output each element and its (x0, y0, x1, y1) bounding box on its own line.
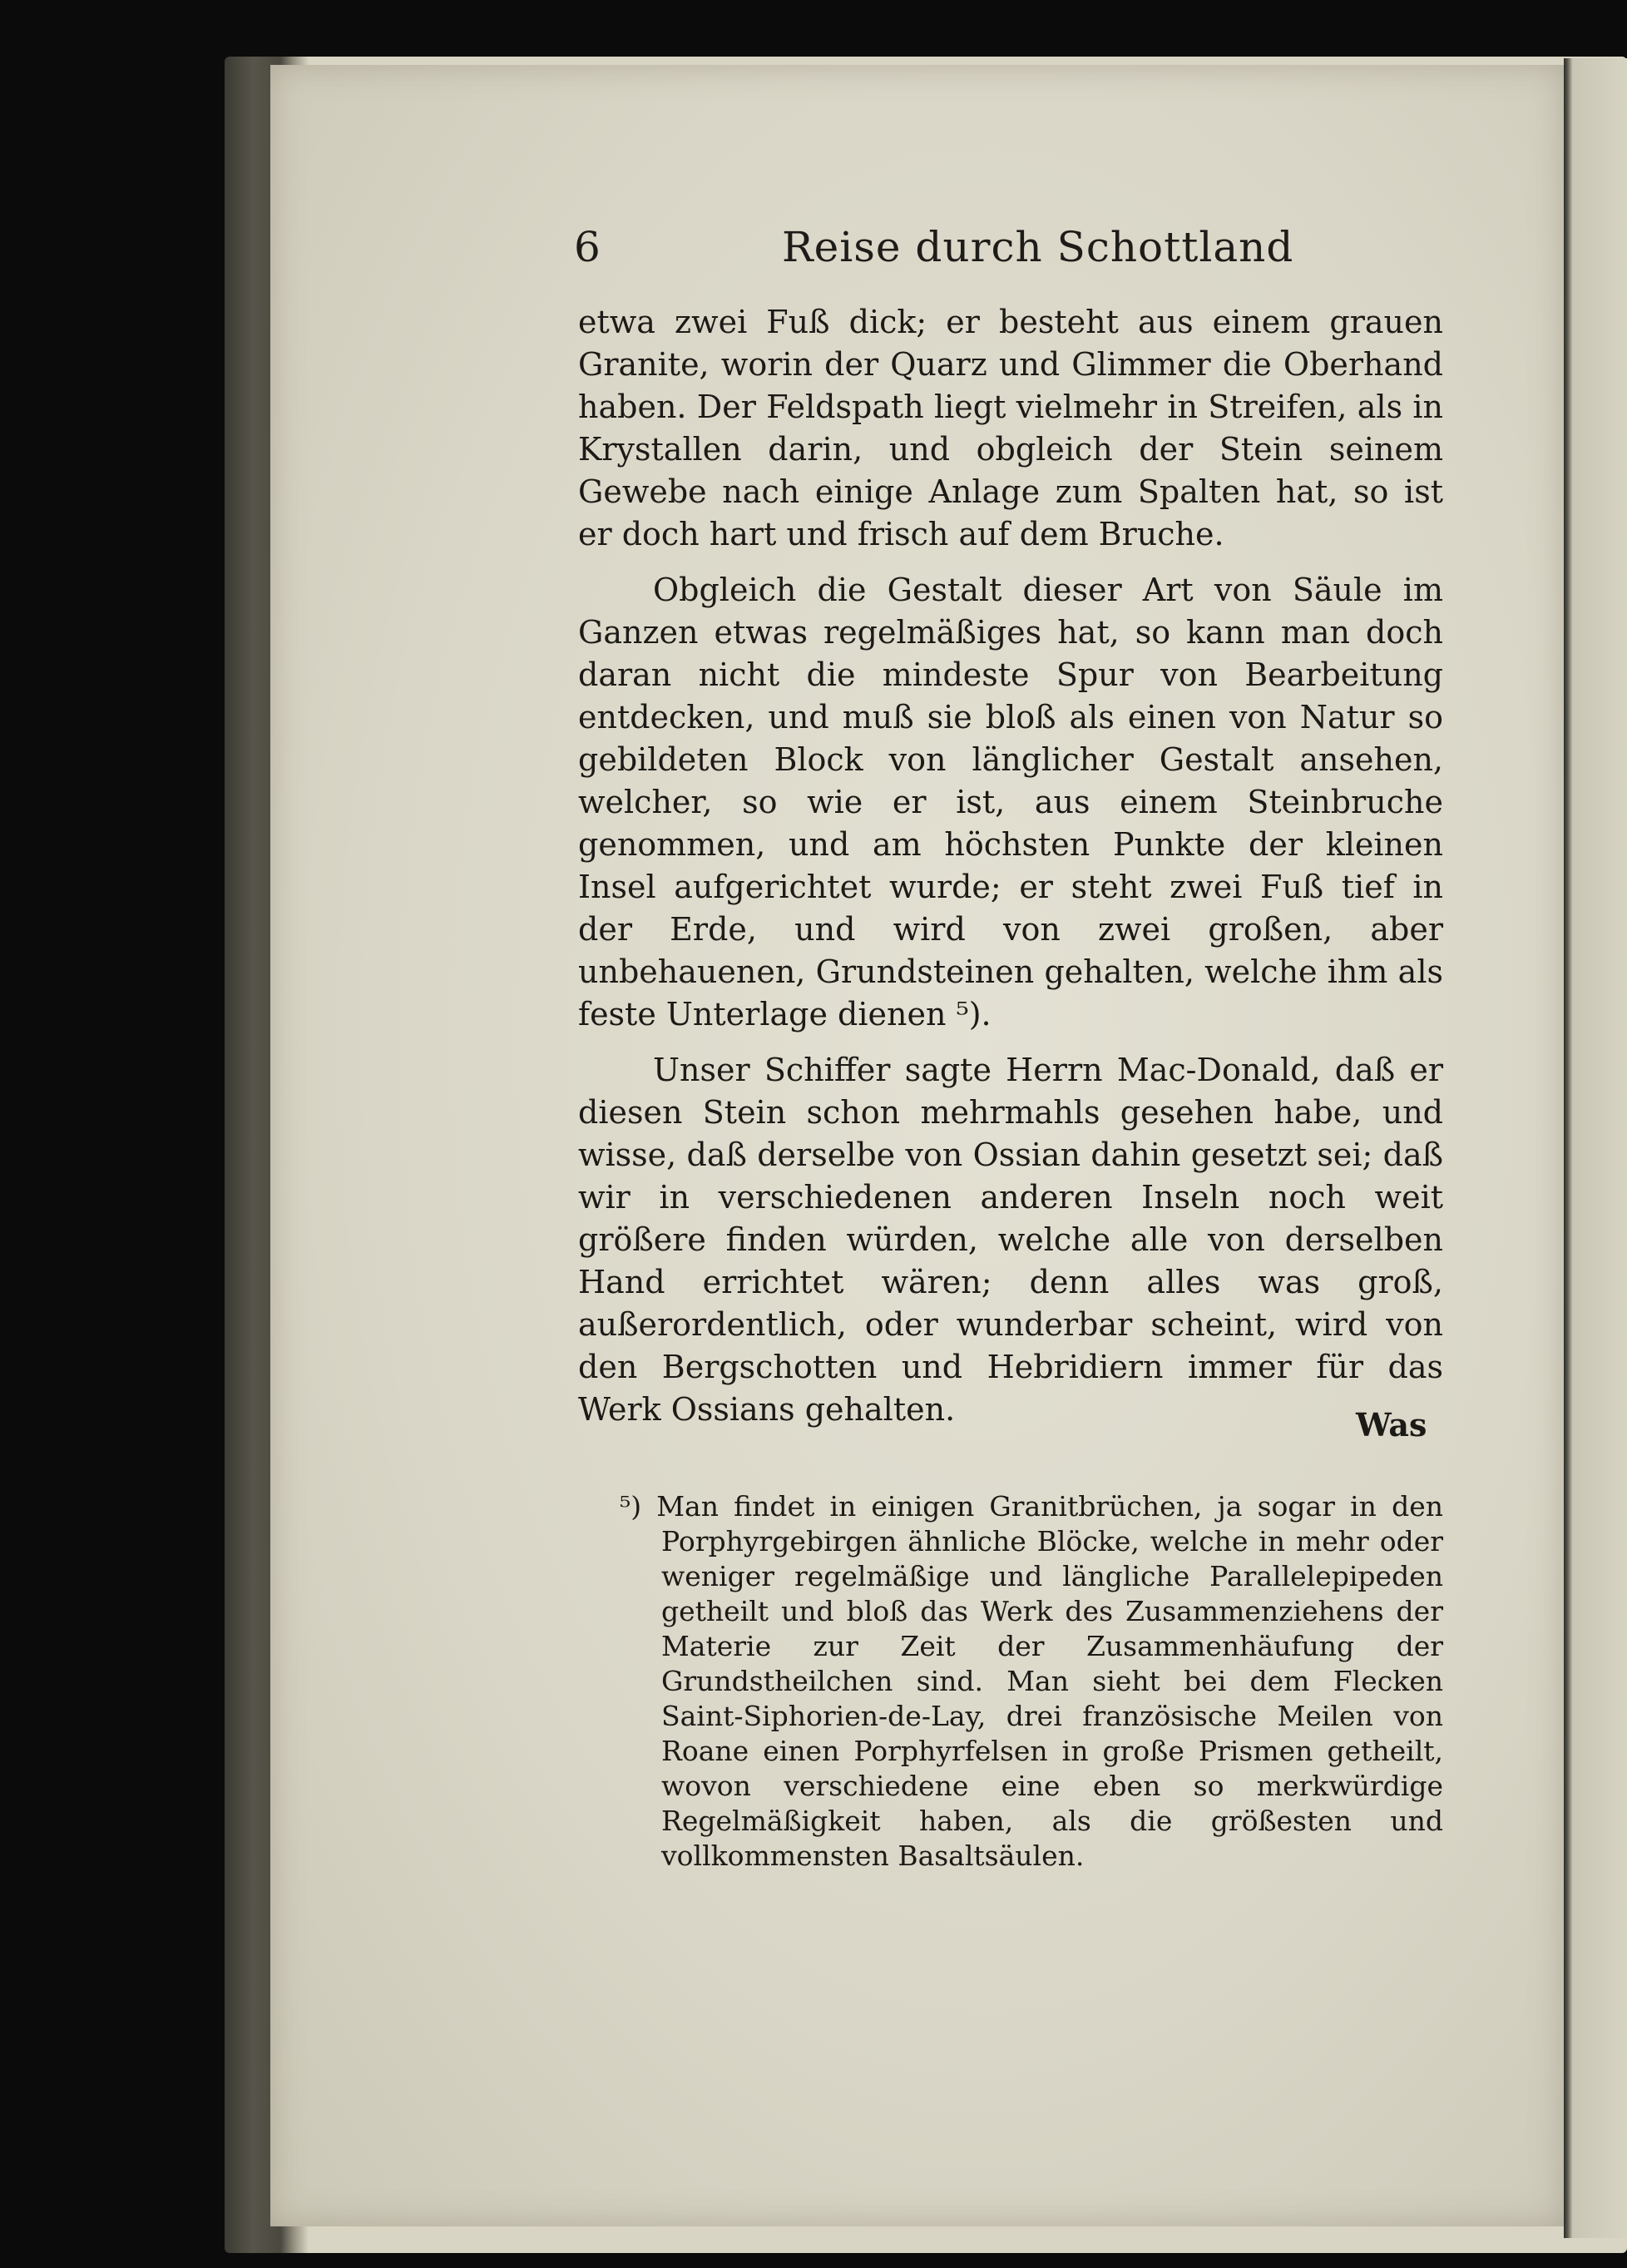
paragraph: Unser Schiffer sagte Herrn Mac-Donald, daß er diesen Stein schon mehrmahls gesehen habe, und wisse, daß derselbe von Ossian dahin gesetzt sei; daß wir in verschiedenen anderen Inseln noch weit größere finden würden, welche alle von derselben Hand errichtet wären; denn alles was groß, außerordentlich, oder wunderbar scheint, wird von den Bergschotten und Hebridiern immer für das Werk Ossians gehalten. (578, 1052, 1443, 1428)
footnote: ⁵) Man findet in einigen Granitbrüchen, ja sogar in den Porphyrgebirgen ähnliche Blöcke, welche in mehr oder weniger regelmäßige und längliche Parallelepipeden getheilt und bloß das Werk des Zusammenziehens der Materie zur Zeit der Zusammenhäufung der Grundstheilchen sind. Man sieht bei dem Flecken Saint-Siphorien-de-Lay, drei französische Meilen von Roane einen Porphyrfelsen in große Prismen getheilt, wovon verschiedene eine eben so merkwürdige Regelmäßigkeit haben, als die größesten und vollkommensten Basaltsäulen. (620, 1490, 1443, 1872)
running-title: Reise durch Schottland (782, 223, 1294, 271)
facing-page-edge (1564, 58, 1627, 2238)
catchword: Was (1356, 1406, 1427, 1443)
page-number: 6 (574, 223, 601, 271)
main-text (578, 301, 1443, 1431)
paragraph: etwa zwei Fuß dick; er besteht aus einem grauen Granite, worin der Quarz und Glimmer die Oberhand haben. Der Feldspath liegt vielmehr in Streifen, als in Krystallen darin, und obgleich der Stein seinem Gewebe nach einige Anlage zum Spalten hat, so ist er doch hart und frisch auf dem Bruche. (578, 304, 1443, 552)
running-head (574, 223, 1456, 281)
paragraph: Obgleich die Gestalt dieser Art von Säule im Ganzen etwas regelmäßiges hat, so kann man doch daran nicht die mindeste Spur von Bearbeitung entdecken, und muß sie bloß als einen von Natur so gebildeten Block von länglicher Gestalt ansehen, welcher, so wie er ist, aus einem Steinbruche genommen, und am höchsten Punkte der kleinen Insel aufgerichtet wurde; er steht zwei Fuß tief in der Erde, und wird von zwei großen, aber unbehauenen, Grundsteinen gehalten, welche ihm als feste Unterlage dienen ⁵). (578, 572, 1443, 1032)
